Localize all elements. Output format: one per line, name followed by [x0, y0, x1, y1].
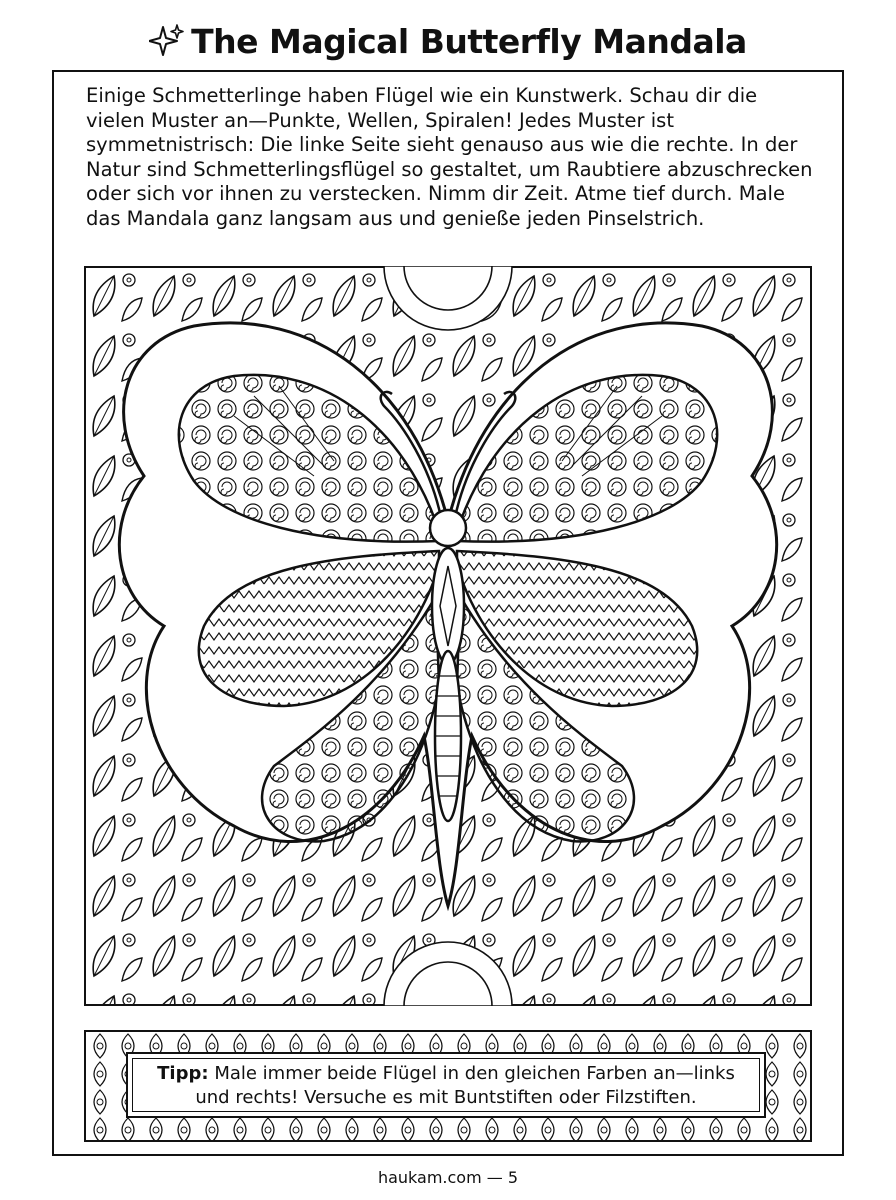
tip-label: Tipp: [157, 1063, 209, 1084]
butterfly-mandala-illustration [84, 266, 812, 1006]
title-row [0, 14, 896, 68]
page-footer: haukam.com — 5 [377, 1168, 519, 1187]
intro-paragraph: Einige Schmetterlinge haben Flügel wie ein Kunstwerk. Schau dir die vielen Muster an—Punkte, Wellen, Spiralen! Jedes Muster ist symmetnistrisch: Die linke Seite sieht genauso aus wie die rechte. In der Natur sind Schmetterlingsflügel so gestaltet, um Raubtiere abzuschrecken oder sich vor ihnen zu verstecken. Nimm dir Zeit. Atme tief durch. Male das Mandala ganz langsam aus und genieße jeden Pinselstrich. [86, 84, 813, 230]
page-title: The Magical Butterfly Mandala [191, 21, 747, 61]
tip-panel [126, 1052, 766, 1118]
tip-box [84, 1030, 812, 1142]
tip-text [138, 1062, 754, 1110]
tip-line-2: und rechts! Versuche es mit Buntstiften oder Filzstiften. [195, 1087, 697, 1108]
sparkle-icon [149, 23, 185, 59]
tip-line-1: Male immer beide Flügel in den gleichen Farben an—links [214, 1063, 735, 1084]
